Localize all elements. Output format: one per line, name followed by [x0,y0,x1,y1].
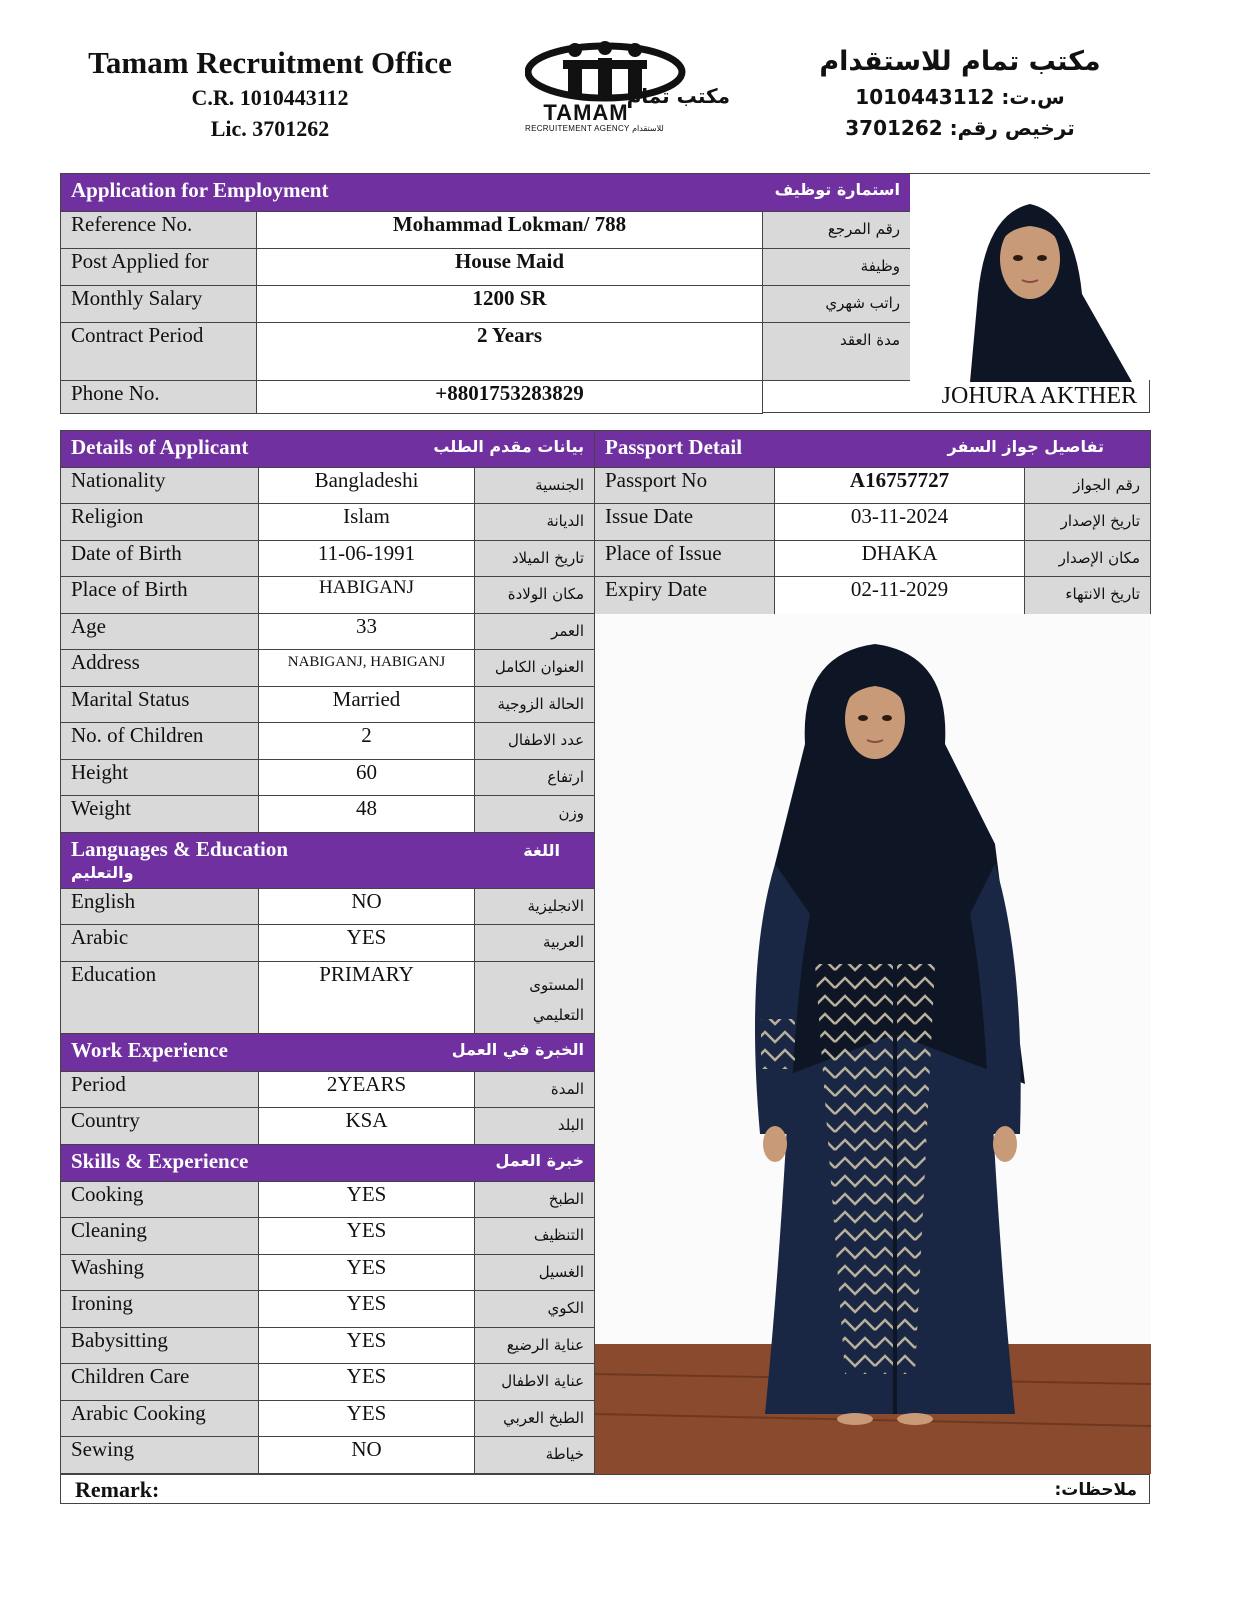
row-value: YES [259,925,475,962]
details-table [60,430,595,1474]
row-value: DHAKA [775,541,1025,577]
row-value: NO [259,889,475,925]
row-label-ar: الديانة [475,504,595,541]
row-label: Age [61,614,259,650]
row-label-ar: العمر [475,614,595,650]
table-row [595,504,1151,541]
table-row [61,1291,595,1328]
row-value: YES [259,1182,475,1218]
row-label-ar: عناية الاطفال [475,1364,595,1401]
table-row [61,687,595,723]
row-label-ar: مكان الولادة [475,577,595,614]
full-body-photo [594,614,1150,1474]
row-label: Post Applied for [61,249,257,286]
table-row [61,889,595,925]
row-label-ar: رقم المرجع [763,212,911,249]
applicant-name: JOHURA AKTHER [762,380,1150,413]
row-label: Monthly Salary [61,286,257,323]
full-body-photo-icon [595,614,1151,1474]
row-label: Marital Status [61,687,259,723]
skills-title-ar: خبرة العمل [495,1151,585,1170]
education-label-ar-2: التعليمي [532,1006,585,1024]
row-value: 60 [259,760,475,796]
cr-number-ar: س.ت: 1010443112 [855,85,1065,109]
education-label-ar: المستوى [529,976,585,994]
office-name-en: Tamam Recruitment Office [88,45,452,80]
row-label-ar: الحالة الزوجية [475,687,595,723]
row-value: 11-06-1991 [259,541,475,577]
passport-table [594,430,1151,615]
logo-arabic-text: مكتب تمام [626,84,730,108]
portrait-photo [910,173,1150,381]
languages-title-ar: اللغة [523,841,561,860]
row-value: YES [259,1401,475,1437]
row-label-ar: الكوي [475,1291,595,1328]
remark-row [60,1474,1150,1504]
application-title: Application for Employment [71,178,329,202]
row-label-ar: ارتفاع [475,760,595,796]
row-label: Place of Issue [595,541,775,577]
row-label: Reference No. [61,212,257,249]
office-name-ar: مكتب تمام للاستقدام [819,46,1101,77]
header-right [790,42,1130,144]
row-label: Country [61,1108,259,1145]
row-label-ar: تاريخ الميلاد [475,541,595,577]
row-value: KSA [259,1108,475,1145]
portrait-photo-icon [910,174,1150,382]
passport-title: Passport Detail [605,435,743,459]
row-value: YES [259,1218,475,1255]
table-row [595,541,1151,577]
table-row [61,286,911,323]
application-title-ar: استمارة توظيف [774,180,900,199]
row-label-ar: مدة العقد [763,323,911,381]
row-label-ar: الطبخ العربي [475,1401,595,1437]
table-row [61,1328,595,1364]
row-label-ar [475,962,595,1034]
table-row [61,962,595,1034]
table-row [61,1401,595,1437]
row-value: Bangladeshi [259,468,475,504]
row-label-ar: وزن [475,796,595,833]
details-title-ar: بيانات مقدم الطلب [433,437,585,456]
row-label-ar: عناية الرضيع [475,1328,595,1364]
row-value: 48 [259,796,475,833]
row-value: 03-11-2024 [775,504,1025,541]
table-row [61,925,595,962]
row-label-ar: خياطة [475,1437,595,1474]
row-label: Date of Birth [61,541,259,577]
table-row [61,760,595,796]
passport-title-ar: تفاصيل جواز السفر [947,437,1104,456]
row-label-ar: راتب شهري [763,286,911,323]
post-value: House Maid [257,249,763,286]
table-row [61,723,595,760]
row-value: YES [259,1364,475,1401]
row-label-ar: مكان الإصدار [1025,541,1151,577]
languages-title: Languages & Education [71,837,289,861]
row-label-ar: العنوان الكامل [475,650,595,687]
table-row [61,1364,595,1401]
row-label: Address [61,650,259,687]
row-label: Period [61,1072,259,1108]
remark-label-ar: ملاحظات: [1054,1480,1137,1500]
row-label: Issue Date [595,504,775,541]
row-label: Passport No [595,468,775,504]
row-label-ar: تاريخ الإصدار [1025,504,1151,541]
logo-tagline: RECRUITEMENT AGENCY للاستقدام [525,124,664,133]
row-label-ar: الطبخ [475,1182,595,1218]
license-number-ar: ترخيص رقم: 3701262 [845,116,1075,140]
row-label: Height [61,760,259,796]
passport-number-value: A16757727 [775,468,1025,504]
table-row [61,212,911,249]
table-row [595,468,1151,504]
row-value: 02-11-2029 [775,577,1025,615]
reference-value: Mohammad Lokman/ 788 [257,212,763,249]
row-label: Cleaning [61,1218,259,1255]
row-label: Arabic [61,925,259,962]
table-row [61,468,595,504]
row-label-ar: الجنسية [475,468,595,504]
row-value: 2YEARS [259,1072,475,1108]
table-row [61,1108,595,1145]
table-row [61,541,595,577]
table-row [61,1182,595,1218]
row-value: NO [259,1437,475,1474]
table-row [61,614,595,650]
row-label: Religion [61,504,259,541]
phone-value: +8801753283829 [257,381,763,414]
table-row [61,577,595,614]
table-row [61,249,911,286]
row-value: Married [259,687,475,723]
row-value: YES [259,1255,475,1291]
license-number-en: Lic. 3701262 [210,116,330,141]
row-value: Islam [259,504,475,541]
skills-header [61,1145,595,1182]
work-title-ar: الخبرة في العمل [451,1040,585,1059]
row-label: Children Care [61,1364,259,1401]
row-label-ar: عدد الاطفال [475,723,595,760]
row-label: Place of Birth [61,577,259,614]
row-label-ar: البلد [475,1108,595,1145]
row-value: 33 [259,614,475,650]
header-left [60,44,480,144]
row-label: Washing [61,1255,259,1291]
table-row [61,323,911,381]
table-row [61,796,595,833]
contract-value: 2 Years [257,323,763,381]
work-header [61,1034,595,1072]
row-value: 2 [259,723,475,760]
passport-header [595,431,1151,468]
languages-header [61,833,595,889]
table-row [61,1437,595,1474]
table-row [61,650,595,687]
phone-label: Phone No. [61,381,257,414]
salary-value: 1200 SR [257,286,763,323]
details-header [61,431,595,468]
row-value: NABIGANJ, HABIGANJ [259,650,475,687]
logo-latin-text: TAMAM [543,100,629,125]
table-row [61,1255,595,1291]
row-label: Sewing [61,1437,259,1474]
row-label: Weight [61,796,259,833]
row-label: No. of Children [61,723,259,760]
row-label: Cooking [61,1182,259,1218]
row-label: Nationality [61,468,259,504]
languages-title-ar-2: والتعليم [71,863,134,882]
row-label-ar: الانجليزية [475,889,595,925]
row-label: Babysitting [61,1328,259,1364]
row-label-ar: رقم الجواز [1025,468,1151,504]
row-label: Ironing [61,1291,259,1328]
row-value: PRIMARY [259,962,475,1034]
row-label: Contract Period [61,323,257,381]
table-row [61,1072,595,1108]
row-label: English [61,889,259,925]
row-label-ar: وظيفة [763,249,911,286]
table-row [61,1218,595,1255]
table-row [61,504,595,541]
tamam-logo [525,40,730,140]
table-row [595,577,1151,615]
row-label-ar: الغسيل [475,1255,595,1291]
row-label: Arabic Cooking [61,1401,259,1437]
row-label-ar: المدة [475,1072,595,1108]
details-title: Details of Applicant [71,435,249,459]
remark-label: Remark: [75,1477,160,1502]
work-title: Work Experience [71,1038,228,1062]
cr-number-en: C.R. 1010443112 [191,85,349,110]
application-header [61,174,911,212]
row-value: YES [259,1291,475,1328]
application-table [60,173,911,414]
skills-title: Skills & Experience [71,1149,249,1173]
row-label: Education [61,962,259,1034]
row-label-ar: تاريخ الانتهاء [1025,577,1151,615]
row-value: YES [259,1328,475,1364]
row-value: HABIGANJ [259,577,475,614]
row-label-ar: التنظيف [475,1218,595,1255]
row-label-ar: العربية [475,925,595,962]
row-label: Expiry Date [595,577,775,615]
